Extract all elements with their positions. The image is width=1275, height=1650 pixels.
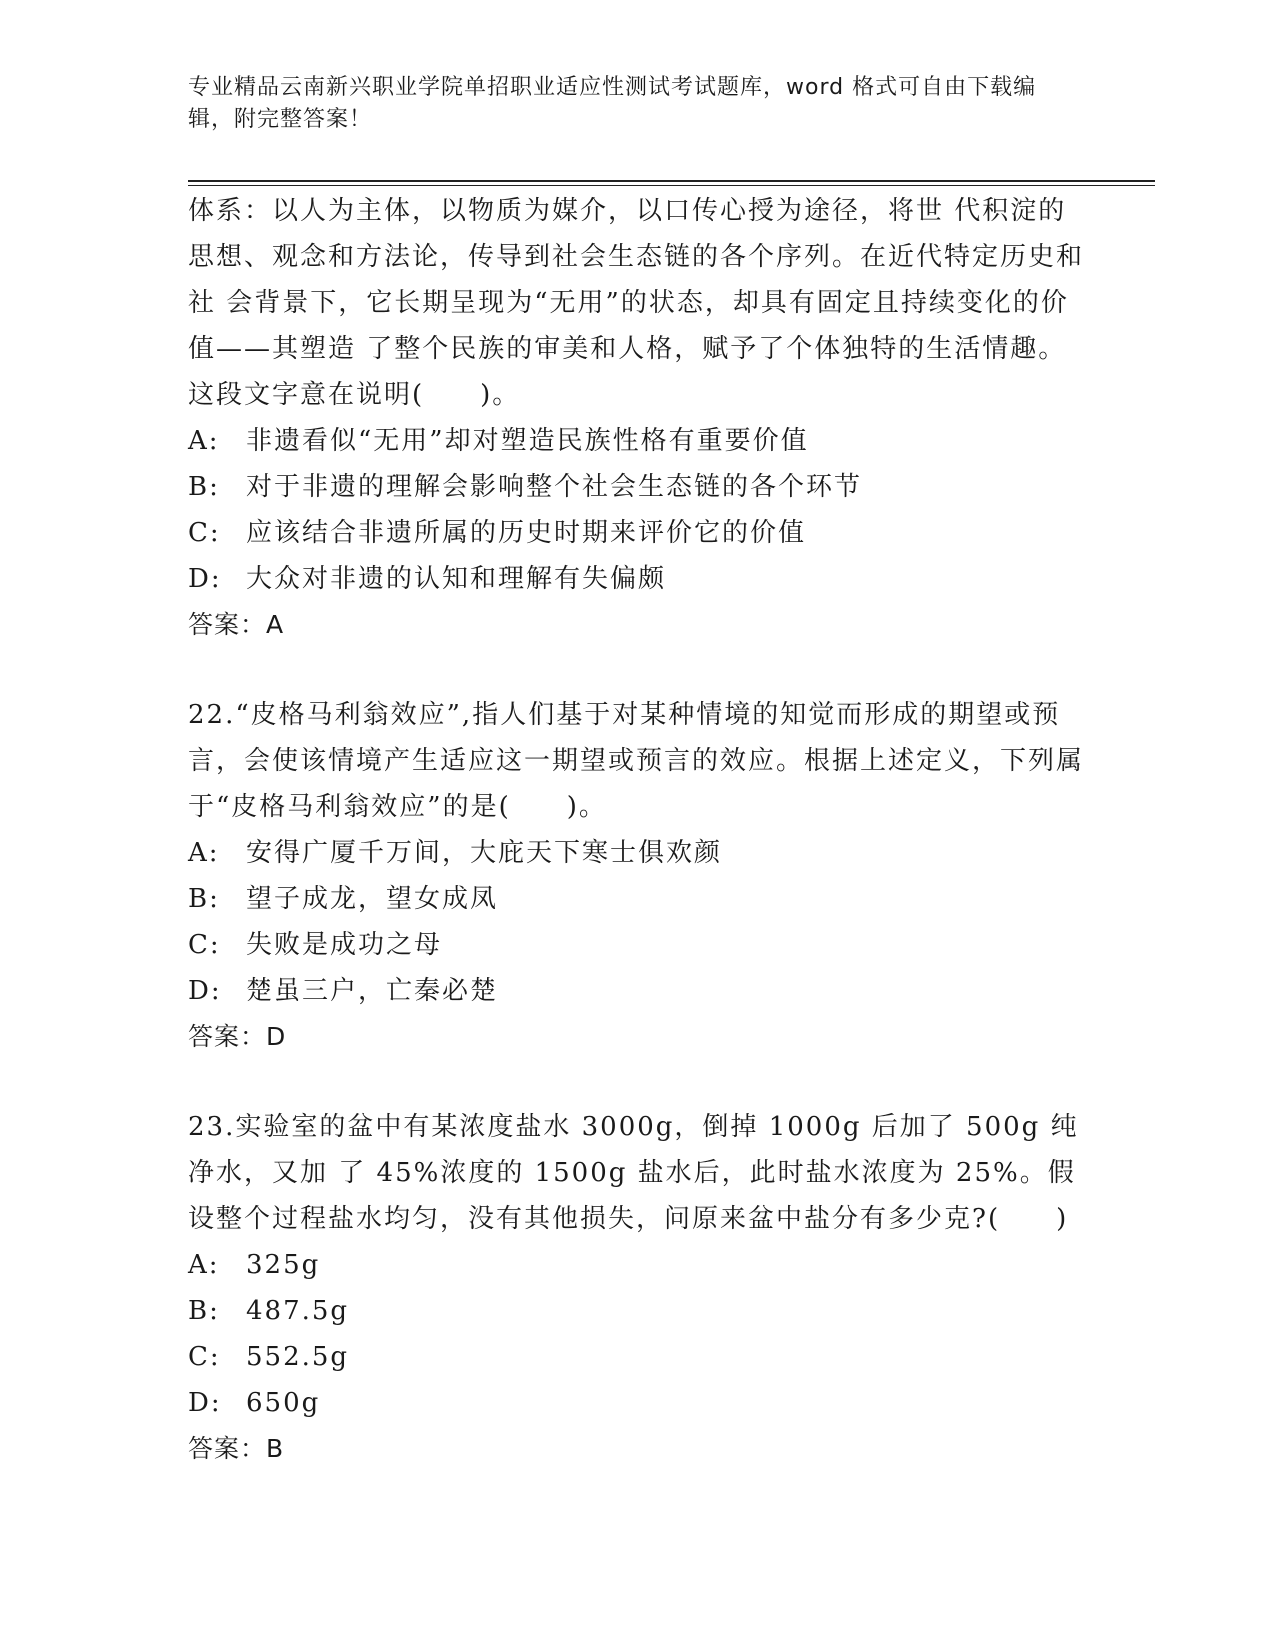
- option-letter: D:: [188, 564, 222, 594]
- question-23: [188, 1104, 1088, 1472]
- answer-line: 答案：B: [188, 1434, 285, 1463]
- option-d: [188, 556, 1088, 602]
- option-text: 楚虽三户，亡秦必楚: [246, 976, 499, 1006]
- option-text: 487.5g: [246, 1296, 350, 1326]
- option-letter: D:: [188, 976, 222, 1006]
- header-rule-thin: [188, 185, 1155, 186]
- option-text: 对于非遗的理解会影响整个社会生态链的各个环节: [246, 472, 863, 502]
- option-c: [188, 1334, 1088, 1380]
- question-22: [188, 692, 1088, 1060]
- question-stem: 23.实验室的盆中有某浓度盐水 3000g，倒掉 1000g 后加了 500g 纯净水，又加 了 45%浓度的 1500g 盐水后，此时盐水浓度为 25%。假设整个过程盐水均匀，没有其他损失，问原来盆中盐分有多少克?( ): [188, 1112, 1079, 1234]
- option-a: [188, 418, 1088, 464]
- option-text: 552.5g: [246, 1342, 350, 1372]
- header-rule-thick: [188, 180, 1155, 182]
- option-letter: D:: [188, 1388, 222, 1418]
- option-text: 望子成龙，望女成凤: [246, 884, 499, 914]
- option-letter: B:: [188, 884, 220, 914]
- option-b: [188, 1288, 1088, 1334]
- question-stem: 体系：以人为主体，以物质为媒介，以口传心授为途径，将世 代积淀的思想、观念和方法论，传导到社会生态链的各个序列。在近代特定历史和社 会背景下，它长期呈现为“无用”的状态，却具有固定且持续变化的价值——其塑造 了整个民族的审美和人格，赋予了个体独特的生活情趣。这段文字意在说明( )。: [188, 196, 1085, 410]
- option-d: [188, 1380, 1088, 1426]
- option-c: [188, 510, 1088, 556]
- option-text: 失败是成功之母: [246, 930, 443, 960]
- option-c: [188, 922, 1088, 968]
- option-text: 大众对非遗的认知和理解有失偏颇: [246, 564, 667, 594]
- option-letter: A:: [188, 838, 220, 868]
- option-letter: A:: [188, 1250, 220, 1280]
- option-letter: C:: [188, 1342, 221, 1372]
- option-b: [188, 876, 1088, 922]
- option-b: [188, 464, 1088, 510]
- option-letter: C:: [188, 518, 221, 548]
- answer-line: 答案：D: [188, 1022, 287, 1051]
- option-text: 非遗看似“无用”却对塑造民族性格有重要价值: [246, 426, 809, 456]
- question-stem: 22.“皮格马利翁效应”,指人们基于对某种情境的知觉而形成的期望或预言，会使该情境产生适应这一期望或预言的效应。根据上述定义，下列属于“皮格马利翁效应”的是( )。: [188, 700, 1085, 822]
- option-text: 安得广厦千万间，大庇天下寒士俱欢颜: [246, 838, 723, 868]
- document-header: 专业精品云南新兴职业学院单招职业适应性测试考试题库，word 格式可自由下载编辑，附完整答案！: [188, 75, 1037, 132]
- answer-line: 答案：A: [188, 610, 285, 639]
- question-list: [188, 188, 1088, 1472]
- option-letter: B:: [188, 1296, 220, 1326]
- option-letter: A:: [188, 426, 220, 456]
- option-text: 应该结合非遗所属的历史时期来评价它的价值: [246, 518, 807, 548]
- option-text: 325g: [246, 1250, 321, 1280]
- option-letter: C:: [188, 930, 221, 960]
- option-letter: B:: [188, 472, 220, 502]
- option-a: [188, 1242, 1088, 1288]
- question-spacer: [188, 1060, 1088, 1104]
- question-21: [188, 188, 1088, 648]
- option-text: 650g: [246, 1388, 321, 1418]
- option-a: [188, 830, 1088, 876]
- option-d: [188, 968, 1088, 1014]
- question-spacer: [188, 648, 1088, 692]
